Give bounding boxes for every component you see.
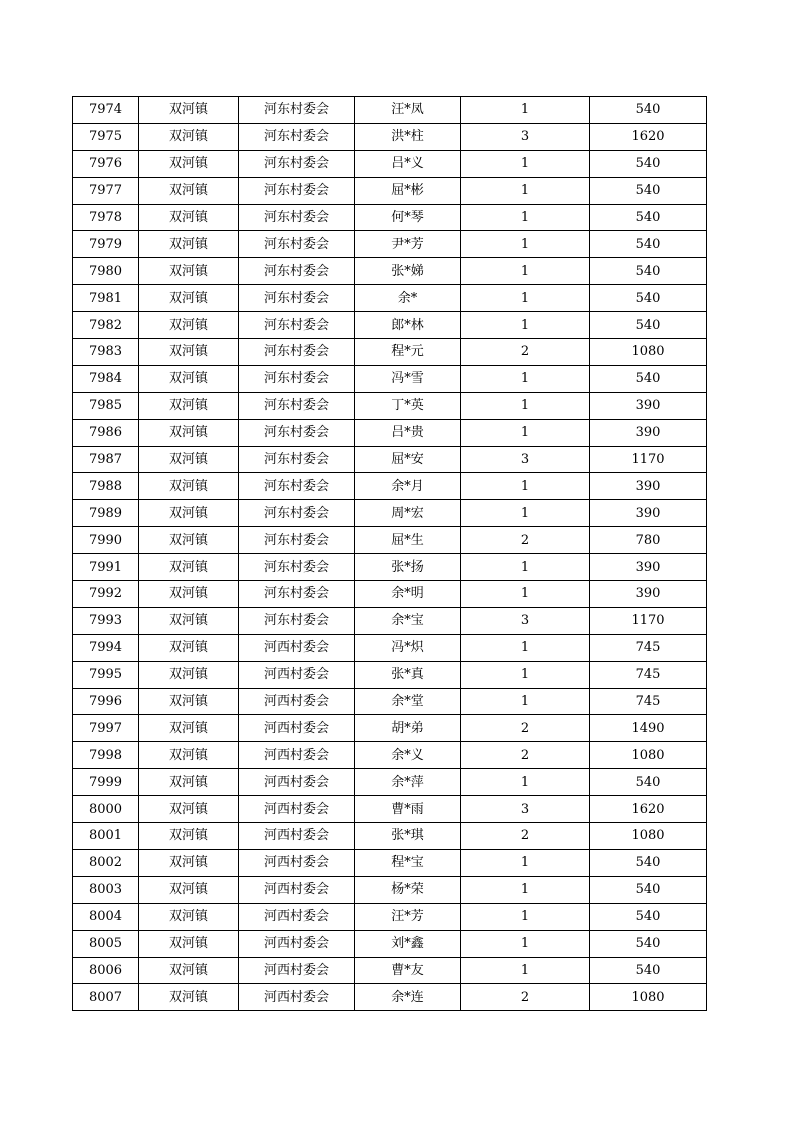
amount-cell: 1080	[590, 742, 707, 769]
table-row	[73, 876, 707, 903]
household-size-cell: 1	[461, 903, 590, 930]
table-row	[73, 258, 707, 285]
serial-number-cell: 7987	[73, 446, 139, 473]
serial-number-cell: 7981	[73, 285, 139, 312]
town-cell: 双河镇	[139, 177, 239, 204]
household-size-cell: 1	[461, 849, 590, 876]
household-size-cell: 1	[461, 661, 590, 688]
household-size-cell: 1	[461, 957, 590, 984]
table-row	[73, 715, 707, 742]
serial-number-cell: 8001	[73, 823, 139, 850]
household-size-cell: 2	[461, 715, 590, 742]
serial-number-cell: 7994	[73, 634, 139, 661]
village-committee-cell: 河东村委会	[239, 339, 355, 366]
amount-cell: 540	[590, 258, 707, 285]
amount-cell: 540	[590, 957, 707, 984]
village-committee-cell: 河西村委会	[239, 823, 355, 850]
serial-number-cell: 8000	[73, 796, 139, 823]
name-cell: 冯*炽	[355, 634, 461, 661]
table-row	[73, 123, 707, 150]
amount-cell: 540	[590, 903, 707, 930]
table-row	[73, 365, 707, 392]
name-cell: 吕*义	[355, 150, 461, 177]
name-cell: 曹*友	[355, 957, 461, 984]
village-committee-cell: 河东村委会	[239, 500, 355, 527]
village-committee-cell: 河东村委会	[239, 607, 355, 634]
town-cell: 双河镇	[139, 957, 239, 984]
household-size-cell: 1	[461, 204, 590, 231]
amount-cell: 780	[590, 527, 707, 554]
amount-cell: 390	[590, 500, 707, 527]
serial-number-cell: 7986	[73, 419, 139, 446]
name-cell: 尹*芳	[355, 231, 461, 258]
table-row	[73, 204, 707, 231]
table-row	[73, 581, 707, 608]
town-cell: 双河镇	[139, 607, 239, 634]
town-cell: 双河镇	[139, 688, 239, 715]
household-size-cell: 2	[461, 527, 590, 554]
roster-table-body	[73, 97, 707, 1011]
table-row	[73, 500, 707, 527]
town-cell: 双河镇	[139, 527, 239, 554]
village-committee-cell: 河西村委会	[239, 634, 355, 661]
amount-cell: 390	[590, 392, 707, 419]
village-committee-cell: 河东村委会	[239, 527, 355, 554]
name-cell: 张*真	[355, 661, 461, 688]
table-row	[73, 957, 707, 984]
town-cell: 双河镇	[139, 500, 239, 527]
serial-number-cell: 7997	[73, 715, 139, 742]
name-cell: 胡*弟	[355, 715, 461, 742]
name-cell: 杨*荣	[355, 876, 461, 903]
village-committee-cell: 河西村委会	[239, 661, 355, 688]
village-committee-cell: 河西村委会	[239, 957, 355, 984]
amount-cell: 540	[590, 97, 707, 124]
village-committee-cell: 河西村委会	[239, 742, 355, 769]
household-size-cell: 1	[461, 581, 590, 608]
table-row	[73, 930, 707, 957]
name-cell: 洪*柱	[355, 123, 461, 150]
serial-number-cell: 7974	[73, 97, 139, 124]
town-cell: 双河镇	[139, 796, 239, 823]
serial-number-cell: 7978	[73, 204, 139, 231]
table-row	[73, 634, 707, 661]
amount-cell: 390	[590, 554, 707, 581]
name-cell: 丁*英	[355, 392, 461, 419]
serial-number-cell: 8006	[73, 957, 139, 984]
serial-number-cell: 7980	[73, 258, 139, 285]
village-committee-cell: 河东村委会	[239, 204, 355, 231]
household-size-cell: 1	[461, 688, 590, 715]
name-cell: 余*月	[355, 473, 461, 500]
name-cell: 张*娣	[355, 258, 461, 285]
town-cell: 双河镇	[139, 204, 239, 231]
household-size-cell: 1	[461, 177, 590, 204]
household-size-cell: 1	[461, 285, 590, 312]
amount-cell: 1620	[590, 123, 707, 150]
table-row	[73, 312, 707, 339]
amount-cell: 1170	[590, 607, 707, 634]
serial-number-cell: 8007	[73, 984, 139, 1011]
serial-number-cell: 7975	[73, 123, 139, 150]
town-cell: 双河镇	[139, 258, 239, 285]
amount-cell: 1170	[590, 446, 707, 473]
household-size-cell: 1	[461, 876, 590, 903]
town-cell: 双河镇	[139, 876, 239, 903]
serial-number-cell: 7977	[73, 177, 139, 204]
village-committee-cell: 河东村委会	[239, 150, 355, 177]
serial-number-cell: 7999	[73, 769, 139, 796]
amount-cell: 540	[590, 150, 707, 177]
name-cell: 郎*林	[355, 312, 461, 339]
table-row	[73, 473, 707, 500]
table-row	[73, 607, 707, 634]
name-cell: 屈*安	[355, 446, 461, 473]
village-committee-cell: 河东村委会	[239, 419, 355, 446]
village-committee-cell: 河西村委会	[239, 876, 355, 903]
village-committee-cell: 河东村委会	[239, 554, 355, 581]
serial-number-cell: 7991	[73, 554, 139, 581]
town-cell: 双河镇	[139, 419, 239, 446]
household-size-cell: 2	[461, 823, 590, 850]
town-cell: 双河镇	[139, 312, 239, 339]
town-cell: 双河镇	[139, 984, 239, 1011]
table-row	[73, 231, 707, 258]
village-committee-cell: 河东村委会	[239, 97, 355, 124]
town-cell: 双河镇	[139, 150, 239, 177]
village-committee-cell: 河西村委会	[239, 769, 355, 796]
name-cell: 余*明	[355, 581, 461, 608]
household-size-cell: 2	[461, 339, 590, 366]
village-committee-cell: 河东村委会	[239, 581, 355, 608]
table-row	[73, 177, 707, 204]
name-cell: 吕*贵	[355, 419, 461, 446]
village-committee-cell: 河西村委会	[239, 715, 355, 742]
table-row	[73, 742, 707, 769]
household-size-cell: 1	[461, 473, 590, 500]
household-size-cell: 1	[461, 231, 590, 258]
serial-number-cell: 7998	[73, 742, 139, 769]
name-cell: 余*萍	[355, 769, 461, 796]
serial-number-cell: 8002	[73, 849, 139, 876]
serial-number-cell: 7995	[73, 661, 139, 688]
village-committee-cell: 河东村委会	[239, 123, 355, 150]
table-row	[73, 903, 707, 930]
village-committee-cell: 河西村委会	[239, 903, 355, 930]
town-cell: 双河镇	[139, 823, 239, 850]
table-row	[73, 446, 707, 473]
household-size-cell: 1	[461, 258, 590, 285]
amount-cell: 1490	[590, 715, 707, 742]
table-row	[73, 285, 707, 312]
table-row	[73, 688, 707, 715]
serial-number-cell: 7990	[73, 527, 139, 554]
table-row	[73, 339, 707, 366]
village-committee-cell: 河西村委会	[239, 688, 355, 715]
amount-cell: 745	[590, 688, 707, 715]
table-row	[73, 823, 707, 850]
village-committee-cell: 河东村委会	[239, 312, 355, 339]
amount-cell: 540	[590, 930, 707, 957]
serial-number-cell: 8003	[73, 876, 139, 903]
town-cell: 双河镇	[139, 849, 239, 876]
name-cell: 程*元	[355, 339, 461, 366]
town-cell: 双河镇	[139, 123, 239, 150]
amount-cell: 390	[590, 473, 707, 500]
village-committee-cell: 河东村委会	[239, 365, 355, 392]
village-committee-cell: 河东村委会	[239, 231, 355, 258]
town-cell: 双河镇	[139, 930, 239, 957]
name-cell: 程*宝	[355, 849, 461, 876]
amount-cell: 540	[590, 312, 707, 339]
town-cell: 双河镇	[139, 231, 239, 258]
amount-cell: 1080	[590, 339, 707, 366]
serial-number-cell: 7976	[73, 150, 139, 177]
household-size-cell: 3	[461, 446, 590, 473]
amount-cell: 540	[590, 231, 707, 258]
household-size-cell: 3	[461, 796, 590, 823]
household-size-cell: 1	[461, 769, 590, 796]
serial-number-cell: 7989	[73, 500, 139, 527]
serial-number-cell: 7979	[73, 231, 139, 258]
town-cell: 双河镇	[139, 634, 239, 661]
serial-number-cell: 7983	[73, 339, 139, 366]
household-size-cell: 1	[461, 500, 590, 527]
serial-number-cell: 8004	[73, 903, 139, 930]
table-row	[73, 97, 707, 124]
village-committee-cell: 河东村委会	[239, 177, 355, 204]
name-cell: 汪*凤	[355, 97, 461, 124]
amount-cell: 1620	[590, 796, 707, 823]
name-cell: 余*	[355, 285, 461, 312]
name-cell: 屈*生	[355, 527, 461, 554]
household-size-cell: 1	[461, 634, 590, 661]
town-cell: 双河镇	[139, 661, 239, 688]
serial-number-cell: 7992	[73, 581, 139, 608]
amount-cell: 540	[590, 876, 707, 903]
name-cell: 冯*雪	[355, 365, 461, 392]
table-row	[73, 527, 707, 554]
amount-cell: 745	[590, 661, 707, 688]
name-cell: 曹*雨	[355, 796, 461, 823]
roster-table	[72, 96, 707, 1011]
name-cell: 刘*鑫	[355, 930, 461, 957]
table-row	[73, 150, 707, 177]
household-size-cell: 1	[461, 97, 590, 124]
town-cell: 双河镇	[139, 285, 239, 312]
town-cell: 双河镇	[139, 715, 239, 742]
village-committee-cell: 河西村委会	[239, 984, 355, 1011]
village-committee-cell: 河西村委会	[239, 930, 355, 957]
household-size-cell: 1	[461, 554, 590, 581]
name-cell: 张*琪	[355, 823, 461, 850]
name-cell: 周*宏	[355, 500, 461, 527]
household-size-cell: 3	[461, 607, 590, 634]
household-size-cell: 1	[461, 150, 590, 177]
village-committee-cell: 河西村委会	[239, 849, 355, 876]
household-size-cell: 1	[461, 930, 590, 957]
village-committee-cell: 河东村委会	[239, 285, 355, 312]
amount-cell: 745	[590, 634, 707, 661]
amount-cell: 1080	[590, 984, 707, 1011]
name-cell: 余*义	[355, 742, 461, 769]
table-row	[73, 661, 707, 688]
serial-number-cell: 7984	[73, 365, 139, 392]
amount-cell: 390	[590, 581, 707, 608]
town-cell: 双河镇	[139, 742, 239, 769]
household-size-cell: 3	[461, 123, 590, 150]
name-cell: 余*连	[355, 984, 461, 1011]
amount-cell: 540	[590, 204, 707, 231]
town-cell: 双河镇	[139, 339, 239, 366]
household-size-cell: 2	[461, 742, 590, 769]
table-row	[73, 392, 707, 419]
serial-number-cell: 7988	[73, 473, 139, 500]
household-size-cell: 1	[461, 419, 590, 446]
table-row	[73, 849, 707, 876]
amount-cell: 540	[590, 365, 707, 392]
table-row	[73, 796, 707, 823]
name-cell: 何*琴	[355, 204, 461, 231]
name-cell: 张*扬	[355, 554, 461, 581]
serial-number-cell: 7993	[73, 607, 139, 634]
town-cell: 双河镇	[139, 554, 239, 581]
town-cell: 双河镇	[139, 97, 239, 124]
amount-cell: 540	[590, 849, 707, 876]
amount-cell: 540	[590, 769, 707, 796]
table-row	[73, 984, 707, 1011]
name-cell: 屈*彬	[355, 177, 461, 204]
village-committee-cell: 河东村委会	[239, 473, 355, 500]
serial-number-cell: 7982	[73, 312, 139, 339]
table-row	[73, 769, 707, 796]
household-size-cell: 1	[461, 365, 590, 392]
village-committee-cell: 河东村委会	[239, 392, 355, 419]
amount-cell: 390	[590, 419, 707, 446]
town-cell: 双河镇	[139, 903, 239, 930]
town-cell: 双河镇	[139, 581, 239, 608]
amount-cell: 540	[590, 177, 707, 204]
village-committee-cell: 河东村委会	[239, 446, 355, 473]
household-size-cell: 2	[461, 984, 590, 1011]
table-row	[73, 554, 707, 581]
serial-number-cell: 7985	[73, 392, 139, 419]
serial-number-cell: 7996	[73, 688, 139, 715]
household-size-cell: 1	[461, 312, 590, 339]
serial-number-cell: 8005	[73, 930, 139, 957]
table-row	[73, 419, 707, 446]
town-cell: 双河镇	[139, 365, 239, 392]
village-committee-cell: 河西村委会	[239, 796, 355, 823]
name-cell: 余*宝	[355, 607, 461, 634]
town-cell: 双河镇	[139, 392, 239, 419]
amount-cell: 540	[590, 285, 707, 312]
household-size-cell: 1	[461, 392, 590, 419]
town-cell: 双河镇	[139, 769, 239, 796]
town-cell: 双河镇	[139, 446, 239, 473]
amount-cell: 1080	[590, 823, 707, 850]
name-cell: 余*堂	[355, 688, 461, 715]
village-committee-cell: 河东村委会	[239, 258, 355, 285]
name-cell: 汪*芳	[355, 903, 461, 930]
town-cell: 双河镇	[139, 473, 239, 500]
